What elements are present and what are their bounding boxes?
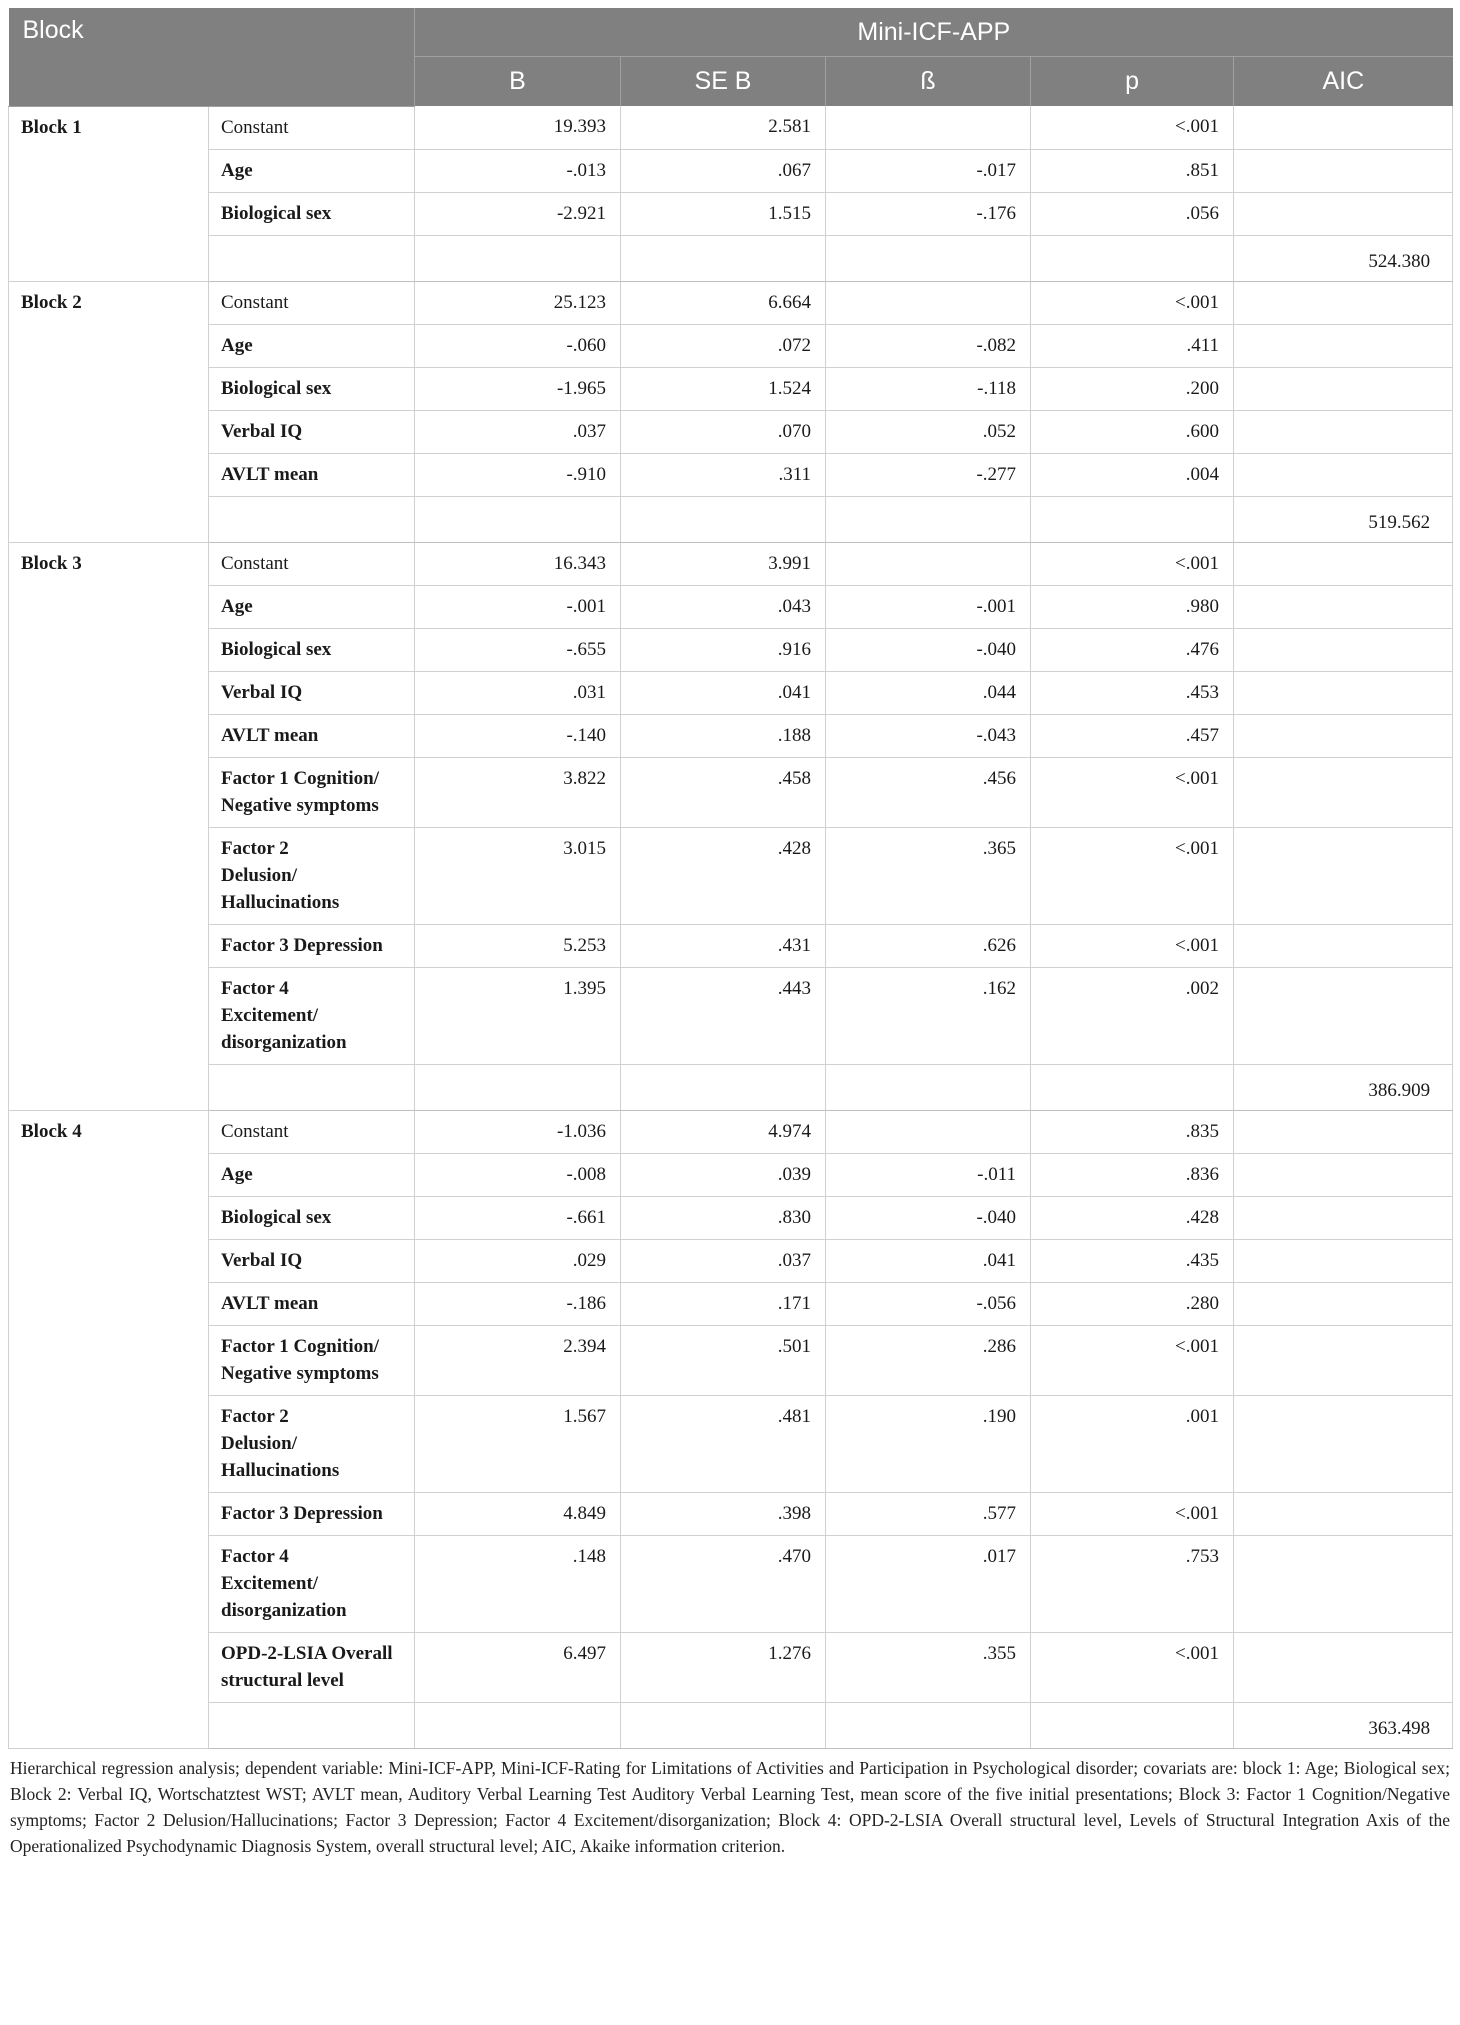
block-label: Block 4 xyxy=(9,1110,209,1748)
block-label: Block 3 xyxy=(9,542,209,1110)
group-header-mini-icf-app: Mini-ICF-APP xyxy=(415,8,1453,57)
cell-b: 3.015 xyxy=(415,827,621,924)
cell-aic-empty xyxy=(1234,192,1453,235)
cell-b: 6.497 xyxy=(415,1632,621,1702)
variable-name: Constant xyxy=(209,1110,415,1153)
cell-aic-empty xyxy=(1234,924,1453,967)
variable-name: Biological sex xyxy=(209,367,415,410)
variable-name: Biological sex xyxy=(209,628,415,671)
cell-beta: .355 xyxy=(826,1632,1031,1702)
cell-b: -2.921 xyxy=(415,192,621,235)
empty-cell xyxy=(826,496,1031,542)
cell-p: .428 xyxy=(1031,1196,1234,1239)
cell-p: <.001 xyxy=(1031,1325,1234,1395)
variable-name: Verbal IQ xyxy=(209,1239,415,1282)
variable-name: Factor 1 Cognition/ Negative symptoms xyxy=(209,757,415,827)
cell-se-b: .041 xyxy=(621,671,826,714)
table-row xyxy=(9,149,1453,192)
cell-beta: -.082 xyxy=(826,324,1031,367)
cell-b: 25.123 xyxy=(415,281,621,324)
cell-beta: .044 xyxy=(826,671,1031,714)
variable-name: Factor 2 Delusion/ Hallucinations xyxy=(209,827,415,924)
table-row xyxy=(9,410,1453,453)
cell-aic-empty xyxy=(1234,757,1453,827)
cell-p: .835 xyxy=(1031,1110,1234,1153)
table-row xyxy=(9,367,1453,410)
cell-p: <.001 xyxy=(1031,281,1234,324)
cell-p: .435 xyxy=(1031,1239,1234,1282)
cell-beta: -.040 xyxy=(826,1196,1031,1239)
cell-se-b: .458 xyxy=(621,757,826,827)
cell-p: .056 xyxy=(1031,192,1234,235)
cell-beta xyxy=(826,1110,1031,1153)
column-header-beta: ß xyxy=(826,57,1031,107)
cell-p: .457 xyxy=(1031,714,1234,757)
cell-beta: -.176 xyxy=(826,192,1031,235)
variable-name: Factor 1 Cognition/ Negative symptoms xyxy=(209,1325,415,1395)
cell-beta xyxy=(826,542,1031,585)
cell-b: 1.395 xyxy=(415,967,621,1064)
cell-p: .001 xyxy=(1031,1395,1234,1492)
cell-aic-empty xyxy=(1234,106,1453,149)
empty-cell xyxy=(621,496,826,542)
table-row xyxy=(9,585,1453,628)
table-row xyxy=(9,106,1453,149)
empty-cell xyxy=(621,235,826,281)
cell-aic-empty xyxy=(1234,149,1453,192)
column-header-p: p xyxy=(1031,57,1234,107)
cell-beta: .577 xyxy=(826,1492,1031,1535)
cell-se-b: 4.974 xyxy=(621,1110,826,1153)
table-row xyxy=(9,192,1453,235)
cell-se-b: .830 xyxy=(621,1196,826,1239)
table-row xyxy=(9,542,1453,585)
empty-cell xyxy=(415,1064,621,1110)
table-row xyxy=(9,757,1453,827)
cell-p: <.001 xyxy=(1031,106,1234,149)
cell-aic-empty xyxy=(1234,324,1453,367)
cell-beta: -.118 xyxy=(826,367,1031,410)
table-row xyxy=(9,1196,1453,1239)
cell-p: <.001 xyxy=(1031,1492,1234,1535)
cell-se-b: 3.991 xyxy=(621,542,826,585)
cell-se-b: .481 xyxy=(621,1395,826,1492)
variable-name: Biological sex xyxy=(209,192,415,235)
cell-b: -.008 xyxy=(415,1153,621,1196)
cell-se-b: .398 xyxy=(621,1492,826,1535)
cell-beta: -.017 xyxy=(826,149,1031,192)
empty-cell xyxy=(826,235,1031,281)
cell-se-b: .043 xyxy=(621,585,826,628)
variable-name: AVLT mean xyxy=(209,714,415,757)
empty-cell xyxy=(621,1064,826,1110)
column-header-b: B xyxy=(415,57,621,107)
variable-name: Biological sex xyxy=(209,1196,415,1239)
variable-name: Factor 4 Excitement/ disorganization xyxy=(209,967,415,1064)
table-row xyxy=(9,714,1453,757)
cell-aic-empty xyxy=(1234,1153,1453,1196)
cell-se-b: .039 xyxy=(621,1153,826,1196)
cell-se-b: 1.524 xyxy=(621,367,826,410)
variable-name: Verbal IQ xyxy=(209,671,415,714)
table-row xyxy=(9,324,1453,367)
cell-se-b: .188 xyxy=(621,714,826,757)
cell-aic-empty xyxy=(1234,1110,1453,1153)
table-row xyxy=(9,671,1453,714)
cell-b: -.661 xyxy=(415,1196,621,1239)
cell-b: 3.822 xyxy=(415,757,621,827)
cell-beta: -.056 xyxy=(826,1282,1031,1325)
cell-se-b: .311 xyxy=(621,453,826,496)
cell-beta: .052 xyxy=(826,410,1031,453)
cell-p: .851 xyxy=(1031,149,1234,192)
cell-aic-empty xyxy=(1234,714,1453,757)
variable-name: Age xyxy=(209,149,415,192)
table-row xyxy=(9,1535,1453,1632)
variable-name: OPD-2-LSIA Overall structural level xyxy=(209,1632,415,1702)
cell-aic: 524.380 xyxy=(1234,235,1453,281)
cell-se-b: .072 xyxy=(621,324,826,367)
cell-aic-empty xyxy=(1234,1492,1453,1535)
cell-beta: .286 xyxy=(826,1325,1031,1395)
regression-table xyxy=(8,8,1453,1749)
cell-aic-empty xyxy=(1234,1395,1453,1492)
cell-beta xyxy=(826,106,1031,149)
cell-beta: .041 xyxy=(826,1239,1031,1282)
cell-aic-empty xyxy=(1234,281,1453,324)
cell-se-b: .428 xyxy=(621,827,826,924)
cell-aic-empty xyxy=(1234,827,1453,924)
cell-b: 5.253 xyxy=(415,924,621,967)
cell-b: -.140 xyxy=(415,714,621,757)
empty-cell xyxy=(1031,235,1234,281)
cell-se-b: .431 xyxy=(621,924,826,967)
cell-se-b: 1.515 xyxy=(621,192,826,235)
cell-b: 1.567 xyxy=(415,1395,621,1492)
cell-p: <.001 xyxy=(1031,542,1234,585)
empty-cell xyxy=(209,1064,415,1110)
cell-aic: 386.909 xyxy=(1234,1064,1453,1110)
cell-p: .280 xyxy=(1031,1282,1234,1325)
cell-aic-empty xyxy=(1234,410,1453,453)
empty-cell xyxy=(415,496,621,542)
cell-aic-empty xyxy=(1234,1239,1453,1282)
cell-aic-empty xyxy=(1234,967,1453,1064)
empty-cell xyxy=(826,1702,1031,1748)
cell-b: 4.849 xyxy=(415,1492,621,1535)
cell-aic-empty xyxy=(1234,671,1453,714)
cell-se-b: .470 xyxy=(621,1535,826,1632)
cell-se-b: .916 xyxy=(621,628,826,671)
empty-cell xyxy=(415,1702,621,1748)
aic-row xyxy=(9,1702,1453,1748)
cell-p: .476 xyxy=(1031,628,1234,671)
variable-name: Age xyxy=(209,585,415,628)
cell-p: <.001 xyxy=(1031,924,1234,967)
variable-name: Age xyxy=(209,324,415,367)
cell-beta: .017 xyxy=(826,1535,1031,1632)
empty-cell xyxy=(826,1064,1031,1110)
table-row xyxy=(9,827,1453,924)
cell-p: .004 xyxy=(1031,453,1234,496)
cell-p: .200 xyxy=(1031,367,1234,410)
cell-p: <.001 xyxy=(1031,827,1234,924)
cell-b: -1.036 xyxy=(415,1110,621,1153)
cell-b: -.013 xyxy=(415,149,621,192)
cell-beta: .626 xyxy=(826,924,1031,967)
cell-beta: -.043 xyxy=(826,714,1031,757)
aic-row xyxy=(9,235,1453,281)
regression-table-figure xyxy=(8,8,1452,1859)
empty-cell xyxy=(1031,1702,1234,1748)
cell-p: .600 xyxy=(1031,410,1234,453)
cell-beta: .190 xyxy=(826,1395,1031,1492)
table-body xyxy=(9,106,1453,1748)
cell-p: <.001 xyxy=(1031,1632,1234,1702)
block-column-header: Block xyxy=(9,8,415,106)
aic-row xyxy=(9,496,1453,542)
cell-beta: -.011 xyxy=(826,1153,1031,1196)
cell-b: .148 xyxy=(415,1535,621,1632)
column-header-aic: AIC xyxy=(1234,57,1453,107)
cell-se-b: 6.664 xyxy=(621,281,826,324)
cell-p: .453 xyxy=(1031,671,1234,714)
table-footnote: Hierarchical regression analysis; dependent variable: Mini-ICF-APP, Mini-ICF-Rating for Limitations of Activities and Participation in Psychological disorder; covariats are: block 1: Age; Biological sex; Block 2: Verbal IQ, Wortschatztest WST; AVLT mean, Auditory Verbal Learning Test Auditory Verbal Learning Test, mean score of the five initial presentations; Block 3: Factor 1 Cognition/Negative symptoms; Factor 2 Delusion/Hallucinations; Factor 3 Depression; Factor 4 Excitement/disorganization; Block 4: OPD-2-LSIA Overall structural level, Levels of Structural Integration Axis of the Operationalized Psychodynamic Diagnosis System, overall structural level; AIC, Akaike information criterion. xyxy=(10,1757,1450,1856)
table-row xyxy=(9,1632,1453,1702)
variable-name: Constant xyxy=(209,542,415,585)
cell-beta: -.040 xyxy=(826,628,1031,671)
cell-p: .002 xyxy=(1031,967,1234,1064)
empty-cell xyxy=(621,1702,826,1748)
cell-aic-empty xyxy=(1234,367,1453,410)
variable-name: Factor 2 Delusion/ Hallucinations xyxy=(209,1395,415,1492)
cell-se-b: .443 xyxy=(621,967,826,1064)
cell-b: -1.965 xyxy=(415,367,621,410)
table-row xyxy=(9,1239,1453,1282)
cell-aic-empty xyxy=(1234,1632,1453,1702)
cell-p: .836 xyxy=(1031,1153,1234,1196)
aic-row xyxy=(9,1064,1453,1110)
cell-se-b: 2.581 xyxy=(621,106,826,149)
cell-b: 19.393 xyxy=(415,106,621,149)
cell-b: -.060 xyxy=(415,324,621,367)
empty-cell xyxy=(1031,496,1234,542)
cell-beta xyxy=(826,281,1031,324)
cell-b: .031 xyxy=(415,671,621,714)
cell-beta: -.001 xyxy=(826,585,1031,628)
table-row xyxy=(9,1325,1453,1395)
column-header-se-b: SE B xyxy=(621,57,826,107)
variable-name: Constant xyxy=(209,281,415,324)
variable-name: Factor 3 Depression xyxy=(209,924,415,967)
table-row xyxy=(9,453,1453,496)
cell-p: .753 xyxy=(1031,1535,1234,1632)
cell-se-b: .037 xyxy=(621,1239,826,1282)
empty-cell xyxy=(209,496,415,542)
cell-p: .411 xyxy=(1031,324,1234,367)
table-row xyxy=(9,924,1453,967)
empty-cell xyxy=(1031,1064,1234,1110)
cell-b: 16.343 xyxy=(415,542,621,585)
table-row xyxy=(9,1395,1453,1492)
cell-aic: 363.498 xyxy=(1234,1702,1453,1748)
variable-name: Factor 3 Depression xyxy=(209,1492,415,1535)
cell-b: .037 xyxy=(415,410,621,453)
cell-se-b: .171 xyxy=(621,1282,826,1325)
cell-aic-empty xyxy=(1234,585,1453,628)
cell-aic-empty xyxy=(1234,1535,1453,1632)
cell-b: 2.394 xyxy=(415,1325,621,1395)
table-row xyxy=(9,1110,1453,1153)
cell-b: -.910 xyxy=(415,453,621,496)
table-row xyxy=(9,628,1453,671)
variable-name: Constant xyxy=(209,106,415,149)
empty-cell xyxy=(209,235,415,281)
empty-cell xyxy=(209,1702,415,1748)
variable-name: Factor 4 Excitement/ disorganization xyxy=(209,1535,415,1632)
cell-aic-empty xyxy=(1234,453,1453,496)
cell-b: -.655 xyxy=(415,628,621,671)
cell-aic: 519.562 xyxy=(1234,496,1453,542)
cell-beta: .162 xyxy=(826,967,1031,1064)
table-row xyxy=(9,967,1453,1064)
variable-name: Age xyxy=(209,1153,415,1196)
empty-cell xyxy=(415,235,621,281)
cell-se-b: .501 xyxy=(621,1325,826,1395)
table-header xyxy=(9,8,1453,106)
cell-se-b: .070 xyxy=(621,410,826,453)
variable-name: Verbal IQ xyxy=(209,410,415,453)
cell-b: .029 xyxy=(415,1239,621,1282)
cell-b: -.001 xyxy=(415,585,621,628)
cell-se-b: .067 xyxy=(621,149,826,192)
cell-b: -.186 xyxy=(415,1282,621,1325)
cell-beta: -.277 xyxy=(826,453,1031,496)
cell-aic-empty xyxy=(1234,1282,1453,1325)
block-label: Block 1 xyxy=(9,106,209,281)
cell-beta: .365 xyxy=(826,827,1031,924)
table-row xyxy=(9,281,1453,324)
table-row xyxy=(9,1282,1453,1325)
table-row xyxy=(9,1153,1453,1196)
table-row xyxy=(9,1492,1453,1535)
cell-aic-empty xyxy=(1234,1196,1453,1239)
cell-aic-empty xyxy=(1234,628,1453,671)
cell-beta: .456 xyxy=(826,757,1031,827)
variable-name: AVLT mean xyxy=(209,1282,415,1325)
cell-aic-empty xyxy=(1234,542,1453,585)
block-label: Block 2 xyxy=(9,281,209,542)
cell-se-b: 1.276 xyxy=(621,1632,826,1702)
cell-p: .980 xyxy=(1031,585,1234,628)
cell-aic-empty xyxy=(1234,1325,1453,1395)
cell-p: <.001 xyxy=(1031,757,1234,827)
variable-name: AVLT mean xyxy=(209,453,415,496)
